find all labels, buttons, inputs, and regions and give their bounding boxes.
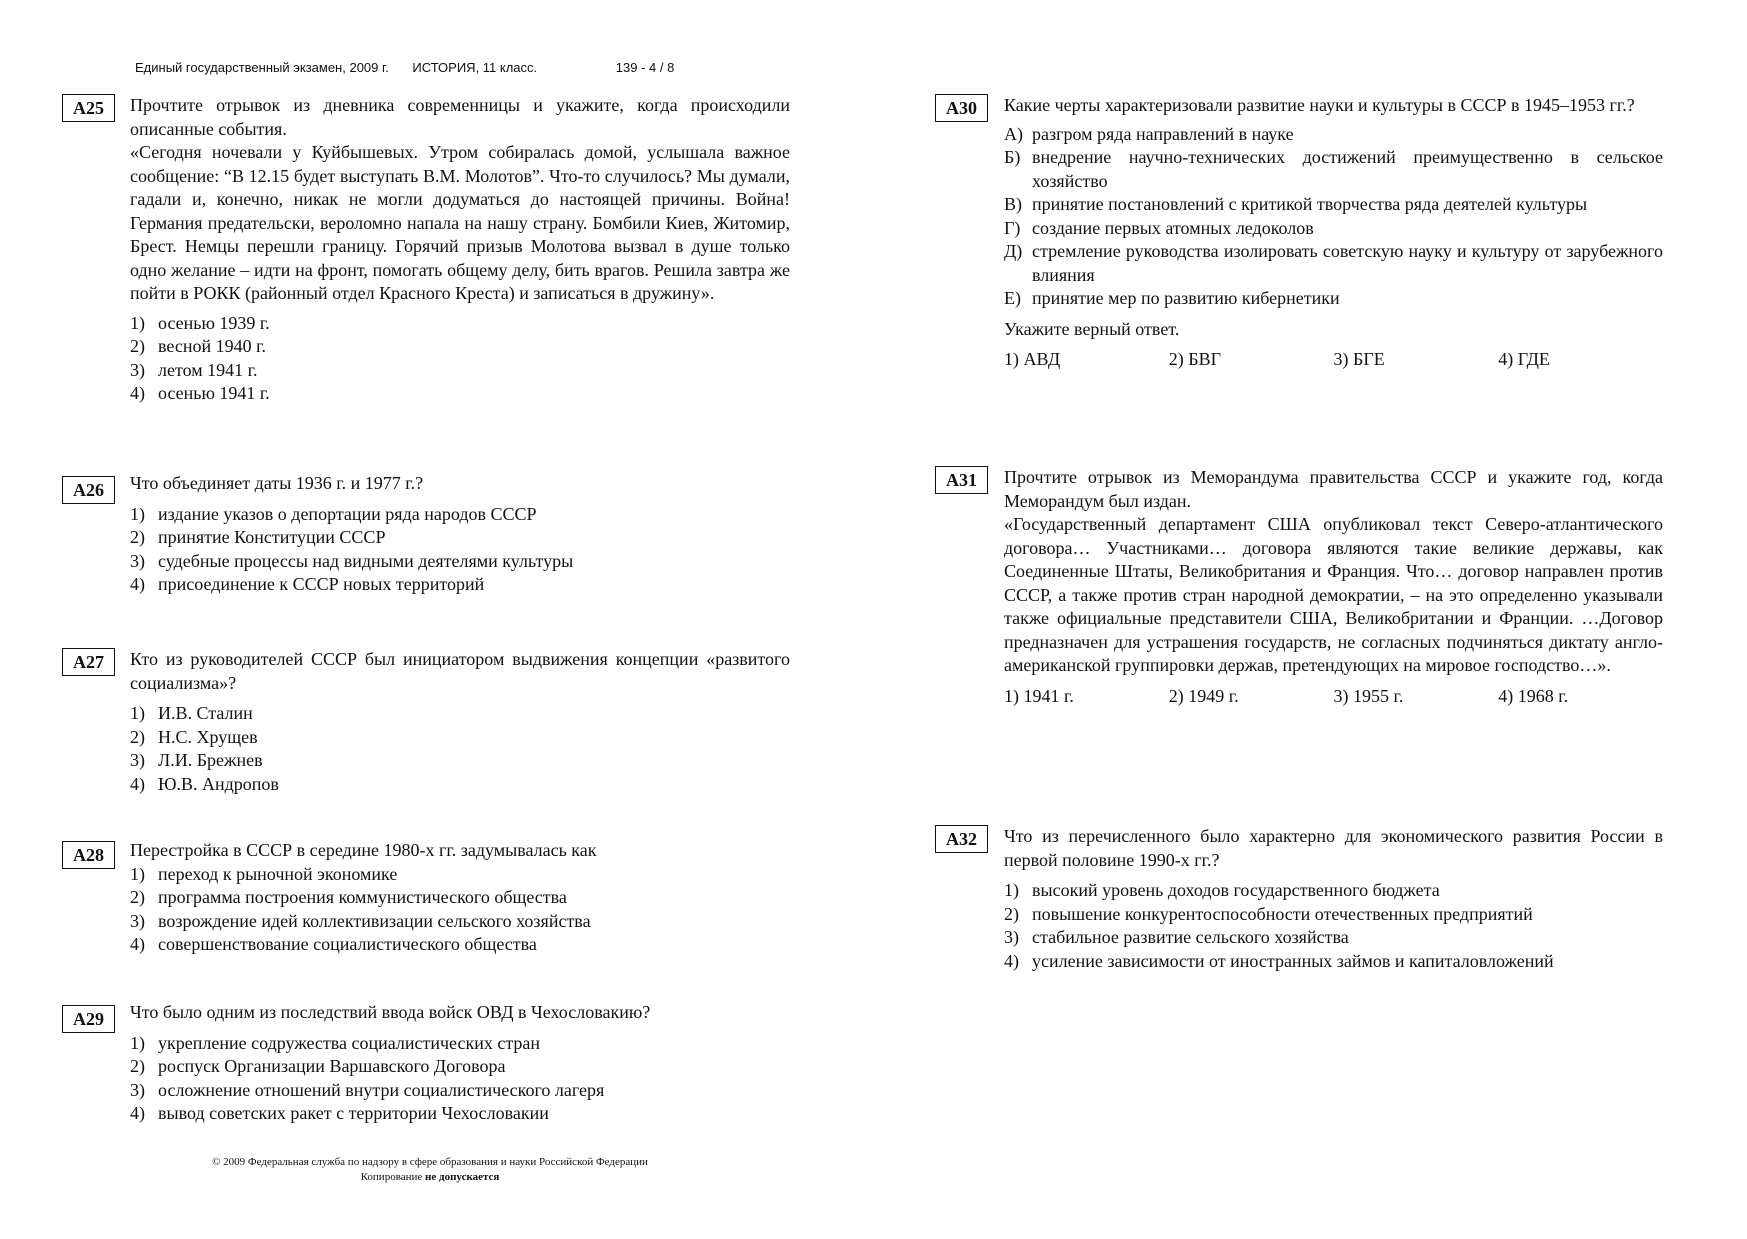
copy-notice: Копирование не допускается bbox=[360, 1171, 500, 1183]
question-text: Перестройка в СССР в середине 1980-х гг. задумывалась как bbox=[130, 840, 597, 860]
passage-text: «Государственный департамент США опубликовал текст Северо-атлантического договора… Участниками… договора являются такие великие державы, как Соединенные Штаты, Великобритания и Франция. Что… договор направлен против СССР, а также против стран народной демократии, – на это определенно указывали также официальные представители США, Великобритании и Франции. …Договор предназначен для устрашения государств, не согласных подчиняться диктату англо-американской группировки держав, претендующих на мировое господство…». bbox=[1004, 514, 1663, 675]
question-text: Какие черты характеризовали развитие науки и культуры в СССР в 1945–1953 гг.? bbox=[1004, 95, 1635, 115]
option[interactable]: Б) внедрение научно-технических достижений преимущественно в сельское хозяйство bbox=[1004, 147, 1663, 191]
question-text: Прочтите отрывок из дневника современницы и укажите, когда происходили описанные события. bbox=[130, 95, 790, 139]
option[interactable]: 3) Л.И. Брежнев bbox=[130, 750, 263, 770]
option[interactable]: Г) создание первых атомных ледоколов bbox=[1004, 217, 1314, 238]
option[interactable]: 1) издание указов о депортации ряда народов СССР bbox=[130, 503, 537, 524]
option[interactable]: 4) вывод советских ракет с территории Чехословакии bbox=[130, 1103, 549, 1123]
answer-option[interactable]: 3) БГЕ bbox=[1333, 349, 1385, 369]
question-number: A28 bbox=[62, 841, 115, 869]
page-footer bbox=[130, 1155, 730, 1185]
option[interactable]: 1) осенью 1939 г. bbox=[130, 312, 270, 333]
option[interactable]: 3) осложнение отношений внутри социалистического лагеря bbox=[130, 1079, 605, 1100]
question-number: A31 bbox=[935, 466, 988, 494]
option[interactable]: 1) укрепление содружества социалистических стран bbox=[130, 1032, 541, 1053]
option[interactable]: Д) стремление руководства изолировать советскую науку и культуру от зарубежного влияния bbox=[1004, 241, 1663, 285]
question-number: A26 bbox=[62, 476, 115, 504]
question-number: A30 bbox=[935, 94, 988, 122]
answer-option[interactable]: 1) 1941 г. bbox=[1004, 685, 1074, 706]
option[interactable]: 3) летом 1941 г. bbox=[130, 359, 258, 380]
option[interactable]: 2) роспуск Организации Варшавского Договора bbox=[130, 1056, 506, 1076]
option[interactable]: Е) принятие мер по развитию кибернетики bbox=[1004, 288, 1340, 308]
page-header bbox=[135, 60, 674, 75]
option[interactable]: 3) возрождение идей коллективизации сельского хозяйства bbox=[130, 910, 591, 931]
option[interactable]: 2) весной 1940 г. bbox=[130, 336, 266, 356]
option[interactable]: 1) переход к рыночной экономике bbox=[130, 863, 398, 884]
option[interactable]: 4) Ю.В. Андропов bbox=[130, 773, 279, 794]
question-number: A29 bbox=[62, 1005, 115, 1033]
option[interactable]: 1) И.В. Сталин bbox=[130, 703, 253, 723]
option[interactable]: 4) осенью 1941 г. bbox=[130, 383, 270, 403]
question-number: A27 bbox=[62, 648, 115, 676]
option[interactable]: 2) программа построения коммунистического общества bbox=[130, 887, 567, 907]
instruction-text: Укажите верный ответ. bbox=[1004, 318, 1180, 339]
answer-option[interactable]: 3) 1955 г. bbox=[1333, 685, 1404, 706]
exam-title: Единый государственный экзамен, 2009 г. bbox=[135, 60, 389, 75]
answer-option[interactable]: 2) БВГ bbox=[1168, 349, 1221, 369]
option[interactable]: А) разгром ряда направлений в науке bbox=[1004, 123, 1294, 144]
option[interactable]: 4) усиление зависимости от иностранных займов и капиталовложений bbox=[1004, 950, 1554, 971]
question-text: Что было одним из последствий ввода войск ОВД в Чехословакию? bbox=[130, 1002, 651, 1022]
answer-option[interactable]: 1) АВД bbox=[1004, 349, 1061, 369]
question-text: Что из перечисленного было характерно для экономического развития России в первой половине 1990-х гг.? bbox=[1004, 826, 1663, 870]
option[interactable]: 3) судебные процессы над видными деятелями культуры bbox=[130, 550, 574, 571]
option[interactable]: 3) стабильное развитие сельского хозяйства bbox=[1004, 927, 1349, 947]
option[interactable]: В) принятие постановлений с критикой творчества ряда деятелей культуры bbox=[1004, 194, 1588, 214]
copyright-line: © 2009 Федеральная служба по надзору в сфере образования и науки Российской Федерации bbox=[212, 1156, 648, 1168]
question-text: Прочтите отрывок из Меморандума правительства СССР и укажите год, когда Меморандум был издан. bbox=[1004, 467, 1663, 511]
option[interactable]: 1) высокий уровень доходов государственного бюджета bbox=[1004, 880, 1440, 900]
answer-option[interactable]: 2) 1949 г. bbox=[1168, 685, 1239, 706]
option[interactable]: 2) принятие Конституции СССР bbox=[130, 527, 386, 547]
page-number: 139 - 4 / 8 bbox=[615, 60, 675, 75]
option[interactable]: 4) совершенствование социалистического общества bbox=[130, 934, 537, 954]
answer-option[interactable]: 4) ГДЕ bbox=[1498, 349, 1550, 369]
question-number: A25 bbox=[62, 94, 115, 122]
subject-label: ИСТОРИЯ, 11 класс. bbox=[412, 60, 538, 75]
question-text: Кто из руководителей СССР был инициатором выдвижения концепции «развитого социализма»? bbox=[130, 649, 790, 693]
answer-option[interactable]: 4) 1968 г. bbox=[1498, 685, 1569, 706]
option[interactable]: 2) Н.С. Хрущев bbox=[130, 726, 258, 747]
question-number: A32 bbox=[935, 825, 988, 853]
passage-text: «Сегодня ночевали у Куйбышевых. Утром собиралась домой, услышала важное сообщение: “В 12.15 будет выступать В.М. Молотов”. Что-то случилось? Мы думали, гадали и, конечно, никак не могли додуматься до настоящей причины. Война! Германия предательски, вероломно напала на нашу страну. Бомбили Киев, Житомир, Брест. Немцы перешли границу. Горячий призыв Молотова вызвал в душе только одно желание – идти на фронт, помогать общему делу, бить врагов. Решила завтра же пойти в РОКК (районный отдел Красного Креста) и записаться в дружину». bbox=[130, 142, 790, 303]
option[interactable]: 4) присоединение к СССР новых территорий bbox=[130, 574, 485, 594]
option[interactable]: 2) повышение конкурентоспособности отечественных предприятий bbox=[1004, 903, 1533, 924]
question-text: Что объединяет даты 1936 г. и 1977 г.? bbox=[130, 473, 424, 493]
